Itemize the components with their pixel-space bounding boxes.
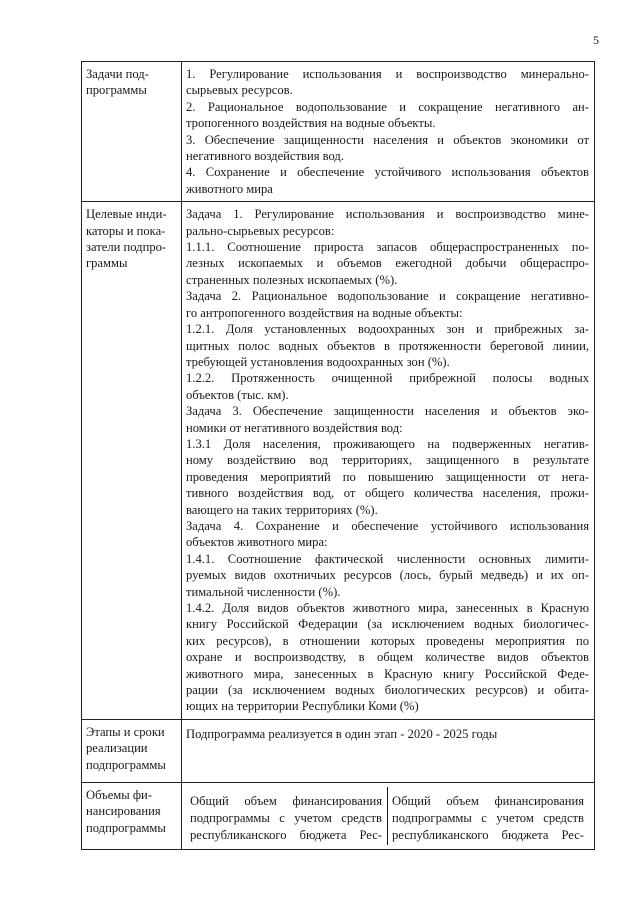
indicator-item: 1.3.1 Доля населения, проживающего на подверженных негатив- ному воздействию вод территориях, защищенного в результате проведения мероприятий по повышению защищенности от нега- тивного воздействия вод, от общего количества населения, прожи- вающего на таких территориях (%). xyxy=(186,436,589,517)
task-item: 2. Рациональное водопользование и сокращение негативного ан- тропогенного воздействия на водные объекты. xyxy=(186,99,589,131)
stages-text xyxy=(182,719,595,782)
indicator-item: 1.2.2. Протяженность очищенной прибрежной полосы водных объектов (тыс. км). xyxy=(186,371,589,402)
indicator-item: Задача 4. Сохранение и обеспечение устойчивого использования объектов животного мира: xyxy=(186,518,589,550)
indicator-item: 1.2.1. Доля установленных водоохранных зон и прибрежных за- щитных полос водных объектов в протяженности береговой линии, требующей установления водоохранных зон (%). xyxy=(186,322,589,369)
task-item: 3. Обеспечение защищенности населения и объектов экономики от негативного воздействия вод. xyxy=(186,132,589,164)
table-row xyxy=(82,782,595,849)
indicator-item: Задача 3. Обеспечение защищенности населения и объектов эко- номики от негативного воздействия вод: xyxy=(186,404,589,435)
row-label-tasks: Задачи под- программы xyxy=(82,62,182,202)
row-label-stages: Этапы и сроки реализации подпрограммы xyxy=(82,719,182,782)
indicator-item: Задача 1. Регулирование использования и воспроизводство мине- рально-сырьевых ресурсов: xyxy=(186,207,589,238)
indicator-item: Задача 2. Рациональное водопользование и сокращение негативно- го антропогенного воздействия на водные объекты: xyxy=(186,289,589,320)
task-item: 1. Регулирование использования и воспроизводство минерально- сырьевых ресурсов. xyxy=(186,67,589,98)
row-label-funding: Объемы фи- нансирования подпрограммы xyxy=(82,782,182,849)
table-row xyxy=(82,62,595,202)
tasks-list xyxy=(182,62,595,202)
indicator-item: 1.4.2. Доля видов объектов животного мира, занесенных в Красную книгу Российской Федерации (за исключением водных биологичес- ких ресурсов), в отношении которых проведены мероприятия по охране и воспроизводству, в общем количестве видов объектов животного мира, занесенных в Красную книгу Российской Феде- рации (за исключением водных биологических ресурсов) и обита- ющих на территории Республики Коми (%) xyxy=(186,601,589,714)
table-row xyxy=(82,202,595,720)
row-label-indicators: Целевые инди- каторы и пока- затели подпро- граммы xyxy=(82,202,182,720)
funding-cells xyxy=(182,782,595,849)
indicator-item: 1.4.1. Соотношение фактической численности основных лимити- руемых видов охотничьих ресурсов (лось, бурый медведь) и их оп- тимальной численности (%). xyxy=(186,551,589,599)
funding-left-text: Общий объем финансирования подпрограммы с учетом средств республиканского бюджета Рес- xyxy=(190,793,382,842)
stages-value: Подпрограмма реализуется в один этап - 2020 - 2025 годы xyxy=(186,726,498,741)
indicators-list xyxy=(182,202,595,720)
funding-right-text: Общий объем финансирования подпрограммы с учетом средств республиканского бюджета Рес- xyxy=(387,787,589,845)
subprogram-passport-table xyxy=(81,61,595,850)
task-item: 4. Сохранение и обеспечение устойчивого использования объектов животного мира xyxy=(186,165,589,196)
indicator-item: 1.1.1. Соотношение прироста запасов общераспространенных по- лезных ископаемых и объемов ежегодной добычи общераспро- страненных полезных ископаемых (%). xyxy=(186,240,589,287)
table-row xyxy=(82,719,595,782)
page-number: 5 xyxy=(593,33,599,47)
